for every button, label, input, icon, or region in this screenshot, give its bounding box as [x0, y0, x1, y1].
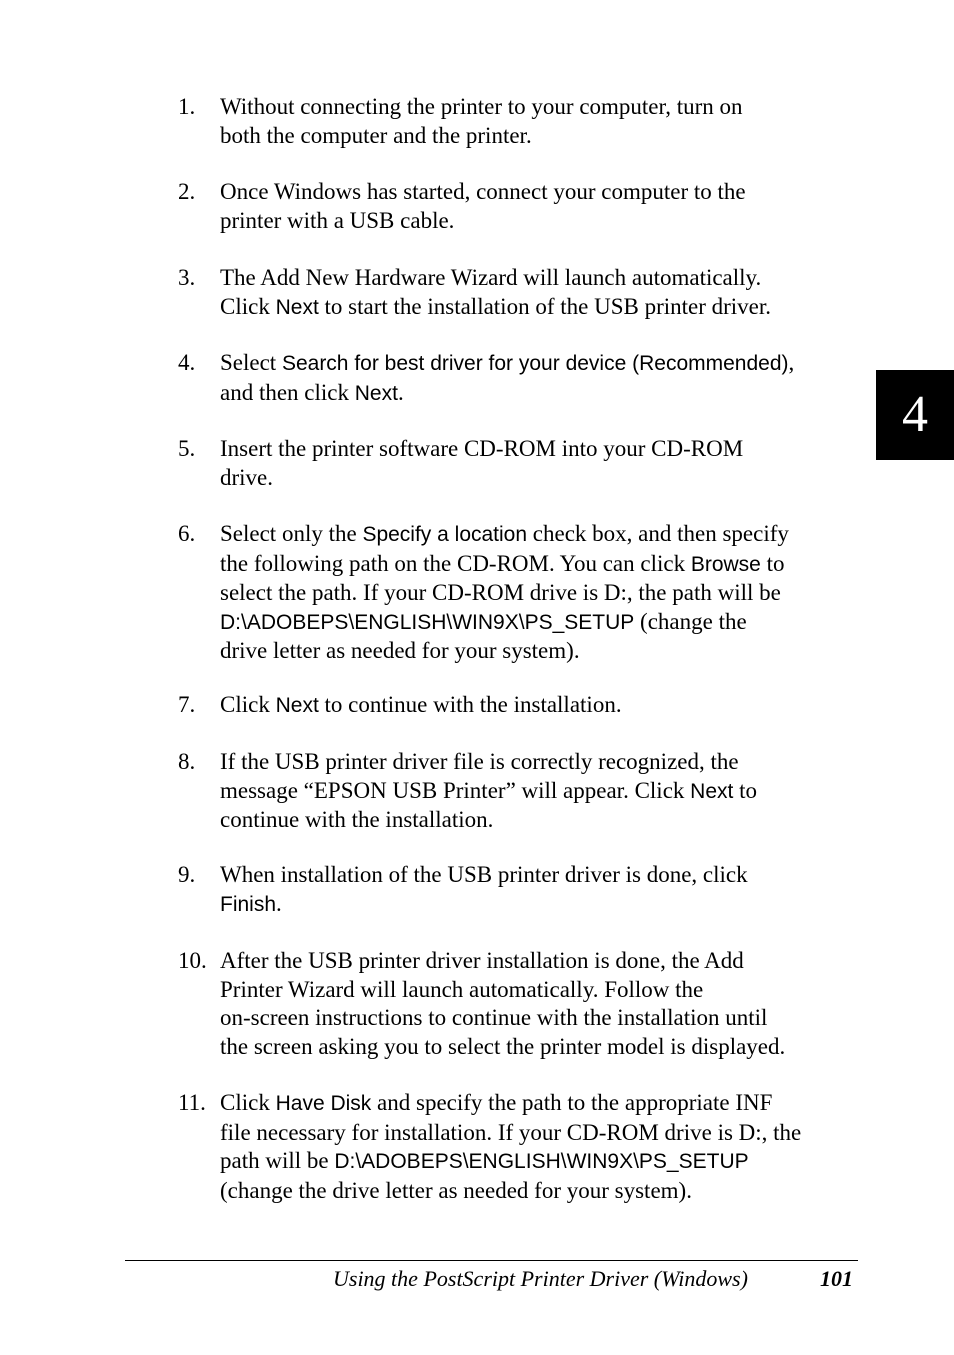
text-segment: If the USB printer driver file is correctly recognized, the	[220, 749, 739, 774]
step-text-line	[220, 1033, 870, 1062]
text-segment: message “EPSON USB Printer” will appear. Click	[220, 777, 691, 803]
step-text-line	[220, 1147, 870, 1177]
text-segment: printer with a USB cable.	[220, 207, 455, 233]
step-text-line	[220, 435, 870, 464]
step-text-line	[220, 520, 870, 550]
step-number: 7.	[178, 692, 196, 717]
text-segment: drive letter as needed for your system).	[220, 638, 580, 663]
text-segment: the following path on the CD-ROM. You can click	[220, 550, 691, 576]
step-text-line	[220, 1089, 870, 1119]
text-segment: .	[397, 379, 404, 405]
step-text-line	[220, 890, 870, 920]
step-text	[220, 349, 870, 408]
text-segment: continue with the installation.	[220, 807, 494, 832]
text-segment: check box, and then specify	[527, 521, 789, 546]
step-text	[220, 691, 870, 721]
step-text-line	[220, 608, 870, 638]
text-segment: (change the drive letter as needed for your system).	[220, 1177, 692, 1203]
text-segment: to	[733, 777, 757, 803]
ui-term: Next	[690, 779, 734, 803]
step-number: 2.	[178, 179, 196, 204]
step-number: 9.	[178, 862, 196, 887]
step-text	[220, 947, 870, 1061]
step-text	[220, 178, 870, 235]
step-number: 11.	[178, 1090, 206, 1115]
step-text-line	[220, 207, 870, 236]
text-segment: to start the installation of the USB printer driver.	[318, 293, 772, 319]
step-text	[220, 861, 870, 919]
page-number: 101	[820, 1266, 853, 1291]
text-segment: Click	[220, 692, 276, 717]
text-segment: path will be	[220, 1148, 335, 1173]
step-text-line	[220, 579, 870, 608]
step-text	[220, 264, 870, 322]
ui-term: Next	[275, 295, 319, 319]
step-number: 4.	[178, 350, 196, 375]
text-segment: The Add New Hardware Wizard will launch automatically.	[220, 265, 762, 290]
footer-title: Using the PostScript Printer Driver (Windows)	[333, 1266, 748, 1291]
ui-term: Finish	[220, 892, 277, 916]
text-segment: ,	[788, 350, 795, 375]
text-segment: When installation of the USB printer driver is done, click	[220, 862, 748, 887]
step-text-line	[220, 976, 870, 1005]
step-text-line	[220, 122, 870, 151]
text-segment: file necessary for installation. If your CD-ROM drive is D:, the	[220, 1119, 802, 1145]
ui-term: Next	[354, 381, 398, 405]
step-text-line	[220, 1177, 870, 1206]
step-text-line	[220, 637, 870, 666]
text-segment: the screen asking you to select the printer model is displayed.	[220, 1033, 786, 1059]
ui-term: Search for best driver for your device (Recommended)	[281, 352, 789, 375]
step-text-line	[220, 178, 870, 207]
step-text-line	[220, 464, 870, 493]
step-text	[220, 748, 870, 835]
text-segment: and then click	[220, 379, 355, 405]
step-number: 8.	[178, 749, 196, 774]
ui-term: Next	[275, 694, 319, 717]
step-text-line	[220, 293, 870, 323]
ui-term: Browse	[690, 552, 761, 576]
step-text-line	[220, 947, 870, 976]
step-text-line	[220, 806, 870, 835]
text-segment: to continue with the installation.	[318, 692, 622, 717]
step-text-line	[220, 1119, 870, 1148]
step-text-line	[220, 1004, 870, 1033]
text-segment: Click	[220, 1090, 276, 1115]
text-segment: and specify the path to the appropriate INF	[371, 1090, 773, 1115]
text-segment: Select only the	[220, 521, 363, 546]
text-segment: (change the	[634, 608, 747, 634]
text-segment: drive.	[220, 464, 274, 490]
ui-term: Specify a location	[362, 523, 528, 546]
text-segment: to	[760, 550, 785, 576]
step-text	[220, 1089, 870, 1205]
text-segment: After the USB printer driver installation is done, the Add	[220, 948, 744, 973]
text-segment: Without connecting the printer to your computer, turn on	[220, 94, 743, 119]
step-text-line	[220, 93, 870, 122]
text-segment: Once Windows has started, connect your computer to the	[220, 179, 746, 204]
step-text-line	[220, 349, 870, 379]
step-text-line	[220, 748, 870, 777]
chapter-number: 4	[902, 386, 928, 443]
text-segment: both the computer and the printer.	[220, 122, 532, 148]
step-text-line	[220, 861, 870, 890]
step-number: 5.	[178, 436, 196, 461]
text-segment: Click	[220, 293, 276, 319]
text-segment: select the path. If your CD-ROM drive is D:, the path will be	[220, 580, 781, 605]
step-number: 10.	[178, 948, 207, 973]
step-text-line	[220, 550, 870, 580]
text-segment: .	[276, 890, 282, 916]
step-text-line	[220, 777, 870, 807]
ui-term: Have Disk	[275, 1092, 372, 1115]
chapter-tab	[876, 370, 954, 460]
step-text	[220, 435, 870, 492]
step-text	[220, 93, 870, 150]
step-number: 6.	[178, 521, 196, 546]
ui-term: D:\ADOBEPS\ENGLISH\WIN9X\PS_SETUP	[220, 610, 635, 634]
step-number: 3.	[178, 265, 196, 290]
footer-divider	[125, 1260, 858, 1261]
text-segment: on-screen instructions to continue with the installation until	[220, 1005, 768, 1030]
text-segment: Insert the printer software CD-ROM into your CD-ROM	[220, 436, 744, 461]
step-text-line	[220, 379, 870, 409]
step-text-line	[220, 264, 870, 293]
ui-term: D:\ADOBEPS\ENGLISH\WIN9X\PS_SETUP	[334, 1150, 749, 1173]
step-number: 1.	[178, 94, 196, 119]
text-segment: Printer Wizard will launch automatically. Follow the	[220, 976, 704, 1002]
step-text	[220, 520, 870, 666]
step-text-line	[220, 691, 870, 721]
text-segment: Select	[220, 350, 282, 375]
